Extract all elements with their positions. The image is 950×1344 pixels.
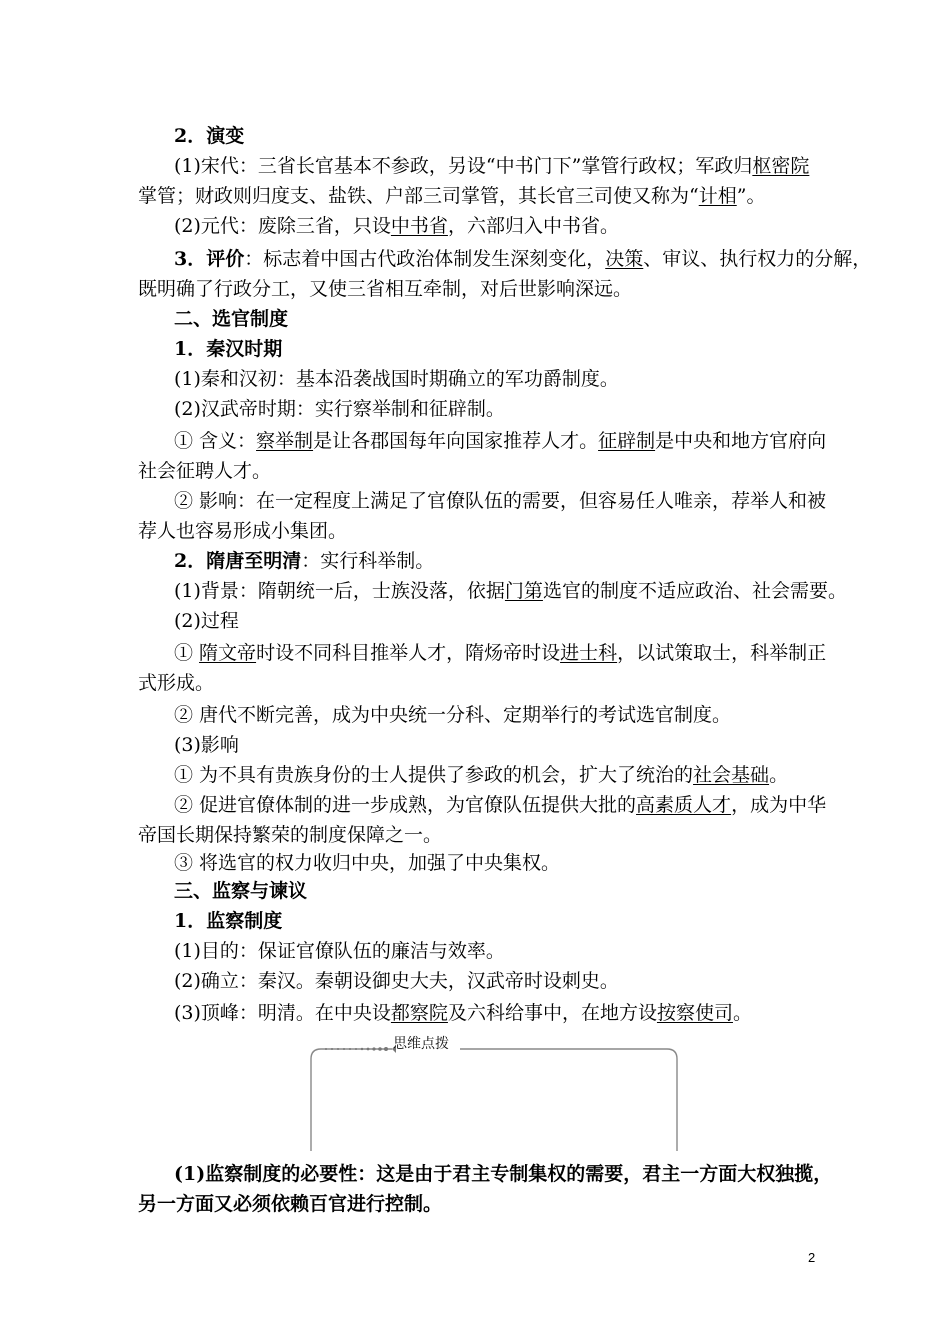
paragraph-process-1-cont: 式形成。 xyxy=(138,672,215,694)
keyword-duchayuan: 都察院 xyxy=(390,1002,448,1024)
paragraph-purpose: (1)目的：保证官僚队伍的廉洁与效率。 xyxy=(174,940,505,962)
paragraph-influence-2-cont: 帝国长期保持繁荣的制度保障之一。 xyxy=(138,824,443,846)
paragraph-song-dynasty-cont: 掌管；财政则归度支、盐铁、户部三司掌管，其长官三司使又称为“计相”。 xyxy=(138,185,766,207)
paragraph-impact-cont: 荐人也容易形成小集团。 xyxy=(138,520,348,542)
keyword-mendi: 门第 xyxy=(504,580,543,602)
keyword-anchashisi: 按察使司 xyxy=(656,1002,733,1024)
tip-paragraph-cont: 另一方面又必须依赖百官进行控制。 xyxy=(138,1193,443,1215)
tip-paragraph: (1)监察制度的必要性：这是由于君主专制集权的需要，君主一方面大权独揽， xyxy=(174,1163,833,1185)
paragraph-process-heading: (2)过程 xyxy=(174,610,239,632)
paragraph-influence-1: ① 为不具有贵族身份的士人提供了参政的机会，扩大了统治的社会基础。 xyxy=(174,764,789,786)
section-title-official-selection: 二、选官制度 xyxy=(174,308,289,330)
keyword-shehui-jichu: 社会基础 xyxy=(693,764,770,786)
subsection-heading-evolution: 2．演变 xyxy=(174,125,245,147)
paragraph-process-2: ② 唐代不断完善，成为中央统一分科、定期举行的考试选官制度。 xyxy=(174,704,732,726)
keyword-gaosuzhi-rencai: 高素质人才 xyxy=(636,794,732,816)
paragraph-meaning-cont: 社会征聘人才。 xyxy=(138,460,272,482)
paragraph-peak: (3)顶峰：明清。在中央设都察院及六科给事中，在地方设按察使司。 xyxy=(174,1002,752,1024)
paragraph-background: (1)背景：隋朝统一后，士族没落，依据门第选官的制度不适应政治、社会需要。 xyxy=(174,580,847,602)
paragraph-evaluation-cont: 既明确了行政分工，又使三省相互牵制，对后世影响深远。 xyxy=(138,278,633,300)
paragraph-influence-3: ③ 将选官的权力收归中央，加强了中央集权。 xyxy=(174,852,561,874)
paragraph-meaning: ① 含义：察举制是让各郡国每年向国家推荐人才。征辟制是中央和地方官府向 xyxy=(174,430,827,452)
subsection-heading-sui-tang: 2．隋唐至明清：实行科举制。 xyxy=(174,550,435,572)
paragraph-qin-early-han: (1)秦和汉初：基本沿袭战国时期确立的军功爵制度。 xyxy=(174,368,619,390)
subsection-heading-qin-han: 1．秦汉时期 xyxy=(174,338,283,360)
paragraph-influence-heading: (3)影响 xyxy=(174,734,239,756)
paragraph-han-wudi: (2)汉武帝时期：实行察举制和征辟制。 xyxy=(174,398,505,420)
keyword-jixiang: 计相 xyxy=(698,185,737,207)
keyword-shumiyuan: 枢密院 xyxy=(752,155,810,177)
keyword-juece: 决策 xyxy=(605,248,644,270)
paragraph-yuan-dynasty: (2)元代：废除三省，只设中书省，六部归入中书省。 xyxy=(174,215,619,237)
keyword-zhongshusheng: 中书省 xyxy=(390,215,448,237)
paragraph-establishment: (2)确立：秦汉。秦朝设御史大夫，汉武帝时设刺史。 xyxy=(174,970,619,992)
keyword-suiwendi: 隋文帝 xyxy=(199,642,257,664)
evaluation-label: 3．评价 xyxy=(174,248,245,270)
keyword-jinshike: 进士科 xyxy=(560,642,618,664)
thinking-tip-frame xyxy=(310,1045,678,1151)
paragraph-song-dynasty: (1)宋代：三省长官基本不参政，另设“中书门下”掌管行政权；军政归枢密院 xyxy=(174,155,810,177)
paragraph-impact: ② 影响：在一定程度上满足了官僚队伍的需要，但容易任人唯亲，荐举人和被 xyxy=(174,490,827,512)
paragraph-process-1: ① 隋文帝时设不同科目推举人才，隋炀帝时设进士科，以试策取士，科举制正 xyxy=(174,642,827,664)
subsection-heading-supervision-system: 1．监察制度 xyxy=(174,910,283,932)
thinking-tip-label: 思维点拨 xyxy=(393,1036,449,1052)
page-number: 2 xyxy=(808,1250,816,1265)
section-title-supervision: 三、监察与谏议 xyxy=(174,880,308,902)
keyword-zhengpizhi: 征辟制 xyxy=(598,430,656,452)
paragraph-evaluation: 3．评价：标志着中国古代政治体制发生深刻变化，决策、审议、执行权力的分解， xyxy=(174,248,872,270)
paragraph-influence-2: ② 促进官僚体制的进一步成熟，为官僚队伍提供大批的高素质人才，成为中华 xyxy=(174,794,827,816)
keyword-chajuzhi: 察举制 xyxy=(256,430,314,452)
